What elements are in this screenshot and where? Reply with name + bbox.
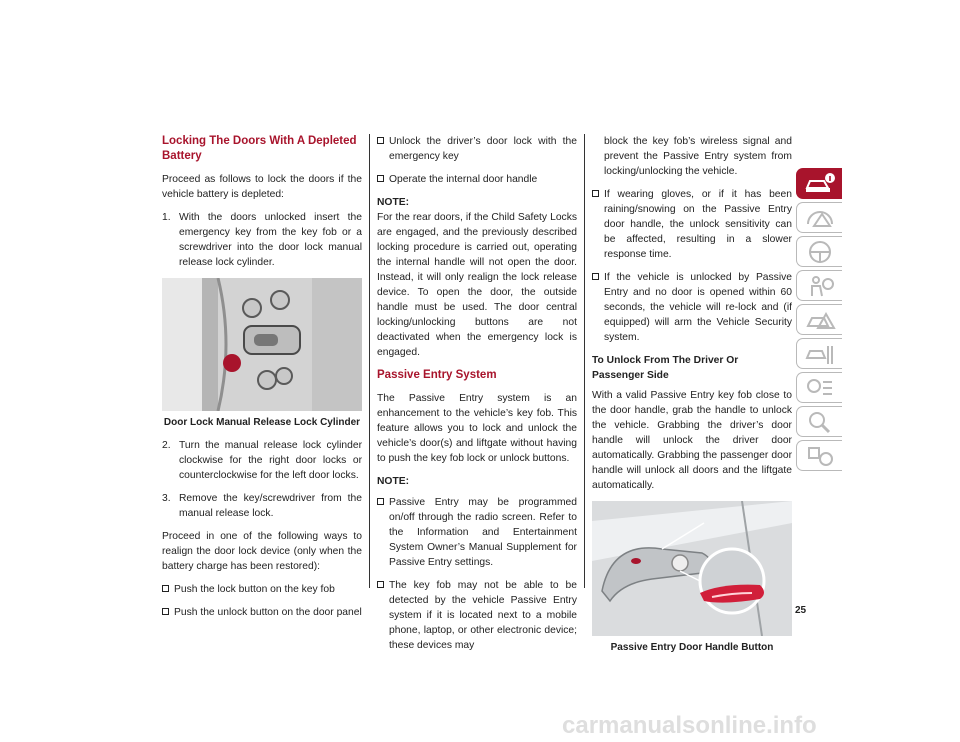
search-magnifier-icon bbox=[804, 410, 836, 434]
checkbox-bullet-icon bbox=[592, 190, 599, 197]
bullet-text: Operate the internal door handle bbox=[389, 174, 538, 185]
bullet-text: block the key fob’s wireless signal and prevent the Passive Entry system from locking/unlocking the vehicle. bbox=[604, 136, 792, 177]
step-number: 2. bbox=[162, 440, 171, 451]
subheading-unlock: To Unlock From The Driver Or Passenger Side bbox=[592, 355, 739, 381]
column-divider bbox=[584, 134, 585, 588]
step-2 bbox=[162, 438, 362, 483]
tab-starting-and-operating[interactable] bbox=[796, 236, 842, 267]
bullet-item bbox=[592, 187, 792, 262]
bullet-item bbox=[592, 270, 792, 345]
tab-multimedia[interactable] bbox=[796, 440, 842, 471]
step-text: Turn the manual release lock cylinder clockwise for the right door locks or counterclockwise for the left door locks. bbox=[179, 440, 362, 481]
column-2 bbox=[377, 134, 577, 661]
car-info-icon bbox=[804, 172, 836, 196]
tab-technical-specifications[interactable] bbox=[796, 372, 842, 403]
tab-in-case-of-emergency[interactable] bbox=[796, 304, 842, 335]
checkbox-bullet-icon bbox=[162, 608, 169, 615]
bullet-item bbox=[377, 578, 577, 653]
car-tools-icon bbox=[804, 342, 836, 366]
bullet-item bbox=[377, 172, 577, 187]
bullet-text: Push the unlock button on the door panel bbox=[174, 607, 362, 618]
checkbox-bullet-icon bbox=[592, 273, 599, 280]
step-text: Remove the key/screwdriver from the manual release lock. bbox=[179, 493, 362, 519]
step-text: With the doors unlocked insert the emergency key from the key fob or a screwdriver into the door lock manual release lock cylinder. bbox=[179, 212, 362, 268]
bullet-text: Passive Entry may be programmed on/off through the radio screen. Refer to the Information and Entertainment System Owner’s Manual Supplement for Passive Entry settings. bbox=[389, 497, 577, 568]
step-1 bbox=[162, 210, 362, 270]
steering-wheel-icon bbox=[804, 240, 836, 264]
column-3 bbox=[592, 134, 792, 663]
column-1 bbox=[162, 134, 362, 628]
step-3 bbox=[162, 491, 362, 521]
section-heading-passive-entry: Passive Entry System bbox=[377, 369, 497, 381]
note-paragraph: For the rear doors, if the Child Safety Locks are engaged, and the previously described locking procedure is carried out, operating the internal handle will not open the door. Instead, it will only realign the lock release device. To open the door, the outside handle must be used. The door central locking/unlocking buttons are not deactivated when the emergency lock is engaged. bbox=[377, 212, 577, 358]
bullet-continuation bbox=[592, 134, 792, 179]
tab-index[interactable] bbox=[796, 406, 842, 437]
checkbox-bullet-icon bbox=[377, 498, 384, 505]
bullet-item bbox=[377, 495, 577, 570]
bullet-text: Push the lock button on the key fob bbox=[174, 584, 335, 595]
tab-servicing-and-maintenance[interactable] bbox=[796, 338, 842, 369]
step-number: 1. bbox=[162, 212, 171, 223]
unlock-paragraph: With a valid Passive Entry key fob close to the door handle, grab the handle to unlock the vehicle. Grabbing the driver’s door handle will unlock the driver door automatically. Grabbing the passenger door handle will unlock all doors and the liftgate automatically. bbox=[592, 390, 792, 491]
checkbox-bullet-icon bbox=[377, 175, 384, 182]
watermark: carmanualsonline.info bbox=[562, 712, 817, 739]
passive-entry-paragraph: The Passive Entry system is an enhancement to the vehicle’s key fob. This feature allows you to lock and unlock the vehicle’s door(s) and liftgate without having to push the key fob lock or unlock buttons. bbox=[377, 393, 577, 464]
figure-caption-passive-entry: Passive Entry Door Handle Button bbox=[610, 642, 774, 653]
checkbox-bullet-icon bbox=[377, 137, 384, 144]
checkbox-bullet-icon bbox=[162, 585, 169, 592]
tab-safety[interactable] bbox=[796, 270, 842, 301]
door-lock-cylinder-figure bbox=[162, 278, 362, 411]
bullet-item bbox=[162, 605, 362, 620]
intro-paragraph: Proceed as follows to lock the doors if the vehicle battery is depleted: bbox=[162, 174, 362, 200]
passive-entry-handle-figure bbox=[592, 501, 792, 636]
note-label: NOTE: bbox=[377, 476, 410, 487]
specifications-list-icon bbox=[804, 376, 836, 400]
section-heading-depleted-battery: Locking The Doors With A Depleted Battery bbox=[162, 135, 357, 162]
bullet-text: If the vehicle is unlocked by Passive Entry and no door is opened within 60 seconds, the vehicle will re-lock and (if equipped) will arm the Vehicle Security system. bbox=[604, 272, 792, 343]
step-number: 3. bbox=[162, 493, 171, 504]
bullet-text: The key fob may not be able to be detected by the vehicle Passive Entry system if it is located next to a mobile phone, laptop, or other electronic device; these devices may bbox=[389, 580, 577, 651]
car-warning-triangle-icon bbox=[804, 308, 836, 332]
column-divider bbox=[369, 134, 370, 588]
airbag-safety-icon bbox=[804, 274, 836, 298]
note-label: NOTE: bbox=[377, 197, 410, 208]
multimedia-icon bbox=[804, 444, 836, 468]
page-number: 25 bbox=[795, 605, 807, 616]
figure-caption-door-lock: Door Lock Manual Release Lock Cylinder bbox=[163, 417, 361, 428]
tab-getting-to-know-your-vehicle[interactable] bbox=[796, 168, 842, 199]
bullet-text: Unlock the driver’s door lock with the emergency key bbox=[389, 136, 577, 162]
dashboard-warning-icon bbox=[804, 206, 836, 230]
realign-paragraph: Proceed in one of the following ways to realign the door lock device (only when the battery charge has been restored): bbox=[162, 531, 362, 572]
tab-getting-to-know-your-instrument-panel[interactable] bbox=[796, 202, 842, 233]
bullet-item bbox=[162, 582, 362, 597]
bullet-item bbox=[377, 134, 577, 164]
checkbox-bullet-icon bbox=[377, 581, 384, 588]
bullet-text: If wearing gloves, or if it has been raining/snowing on the Passive Entry door handle, the unlock sensitivity can be affected, resulting in a slower response time. bbox=[604, 189, 792, 260]
side-tab-nav bbox=[796, 168, 842, 474]
